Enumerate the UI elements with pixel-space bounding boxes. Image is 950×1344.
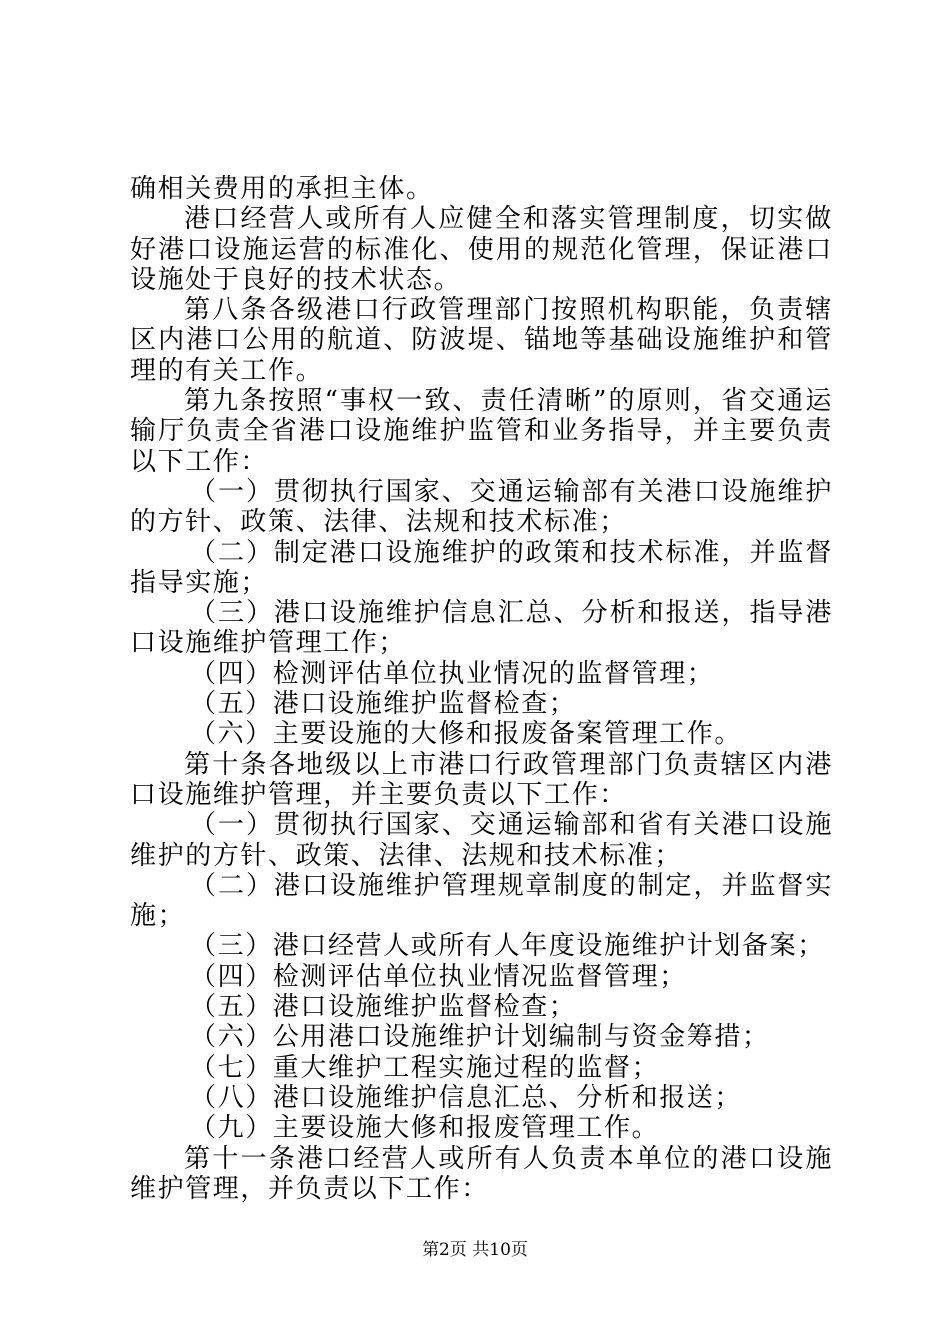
list-item: （四）检测评估单位执业情况的监督管理； <box>190 658 715 689</box>
list-item: （二）制定港口设施维护的政策和技术标准，并监督指导实施； <box>130 537 833 598</box>
list-item: （五）港口设施维护监督检查； <box>190 992 577 1023</box>
page-number-label: 第2页 共10页 <box>422 1240 528 1260</box>
list-item: （一）贯彻执行国家、交通运输部和省有关港口设施维护的方针、政策、法律、法规和技术标准； <box>130 810 833 871</box>
paragraph-1: 港口经营人或所有人应健全和落实管理制度，切实做好港口设施运营的标准化、使用的规范化管理，保证港口设施处于良好的技术状态。 <box>130 204 833 295</box>
document-body <box>130 174 833 1204</box>
page-footer <box>0 1240 950 1260</box>
paragraph-article-11: 第十一条港口经营人或所有人负责本单位的港口设施维护管理，并负责以下工作： <box>130 1143 833 1204</box>
list-item: （三）港口设施维护信息汇总、分析和报送，指导港口设施维护管理工作； <box>130 598 833 659</box>
list-item: （七）重大维护工程实施过程的监督； <box>190 1052 660 1083</box>
list-item: （九）主要设施大修和报废管理工作。 <box>190 1113 660 1144</box>
paragraph-article-8: 第八条各级港口行政管理部门按照机构职能，负责辖区内港口公用的航道、防波堤、锚地等基础设施维护和管理的有关工作。 <box>130 295 833 386</box>
list-item: （六）公用港口设施维护计划编制与资金筹措； <box>190 1022 770 1053</box>
list-item: （一）贯彻执行国家、交通运输部有关港口设施维护的方针、政策、法律、法规和技术标准； <box>130 476 833 538</box>
list-item: （八）港口设施维护信息汇总、分析和报送； <box>190 1082 743 1113</box>
list-item: （五）港口设施维护监督检查； <box>190 689 577 720</box>
paragraph-article-10: 第十条各地级以上市港口行政管理部门负责辖区内港口设施维护管理，并主要负责以下工作： <box>130 749 833 810</box>
list-item: （四）检测评估单位执业情况监督管理； <box>190 961 687 992</box>
list-item: （二）港口设施维护管理规章制度的制定，并监督实施； <box>130 870 833 932</box>
list-item: （六）主要设施的大修和报废备案管理工作。 <box>190 719 743 750</box>
paragraph-0: 确相关费用的承担主体。 <box>130 174 434 204</box>
paragraph-article-9: 第九条按照“事权一致、责任清晰”的原则，省交通运输厅负责全省港口设施维护监管和业务指导，并主要负责以下工作： <box>130 386 833 477</box>
list-item: （三）港口经营人或所有人年度设施维护计划备案； <box>190 931 825 962</box>
